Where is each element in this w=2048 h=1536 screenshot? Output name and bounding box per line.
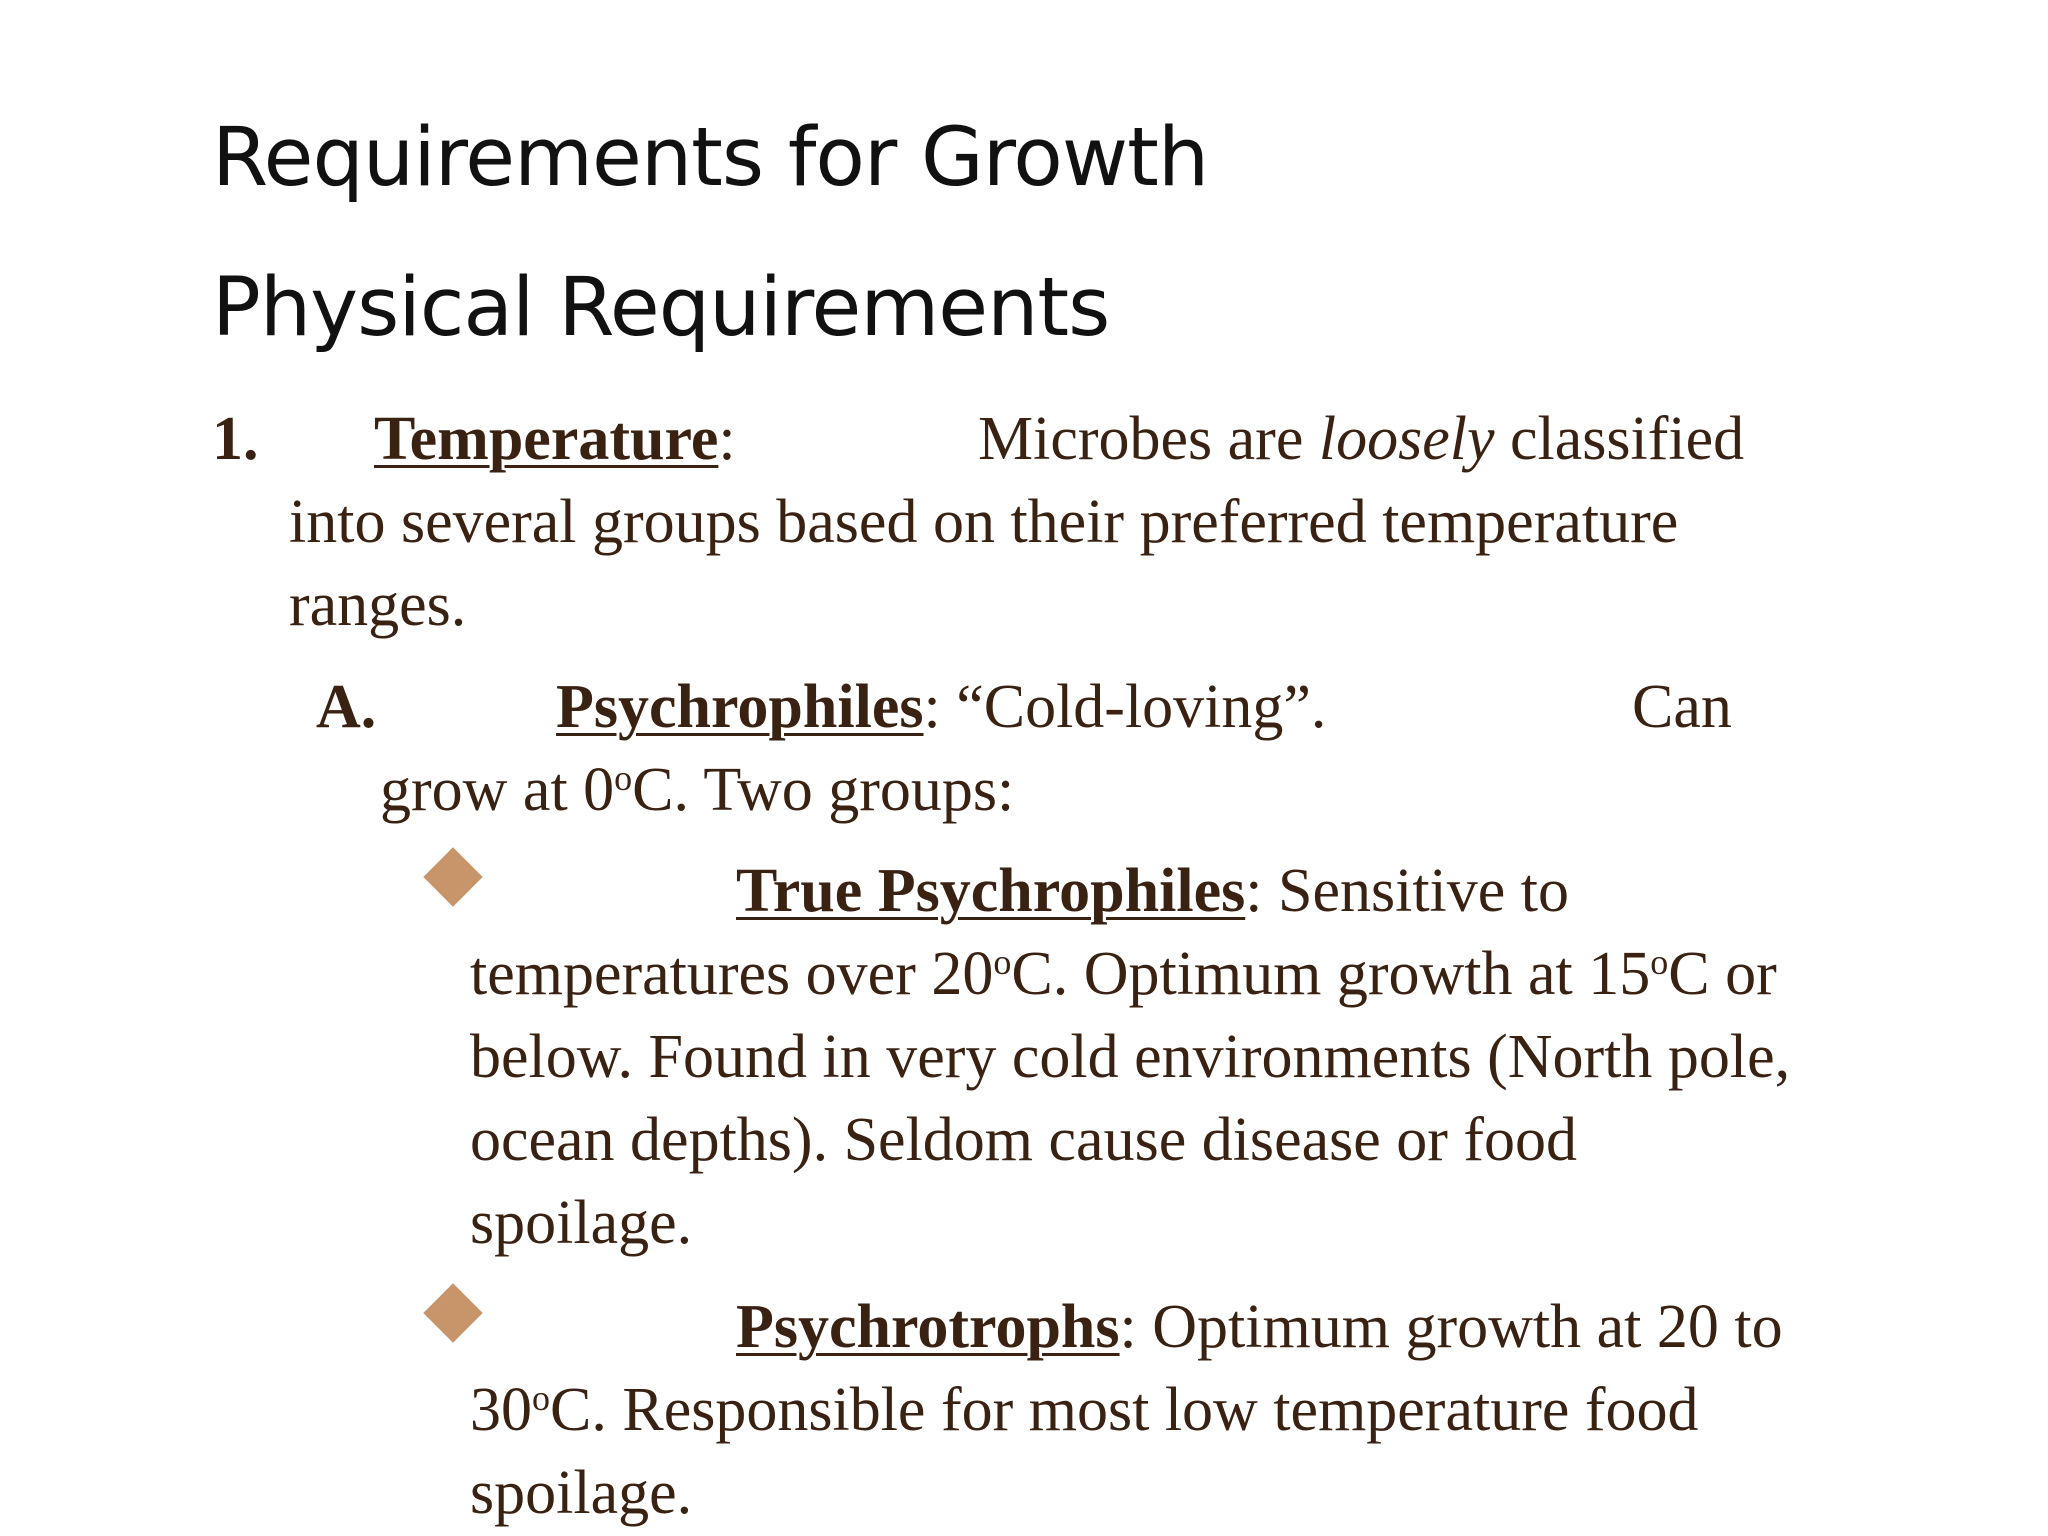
item-a-line-2b: C. Two groups: (632, 756, 1015, 824)
bullet-1-first: Sensitive to (1277, 857, 1570, 925)
diamond-bullet-icon (423, 1283, 482, 1342)
bullet-1-line-3: below. Found in very cold environments (North pole, (470, 1023, 1791, 1091)
item-1-number: 1. (212, 405, 259, 473)
item-a-heading: Psychrophiles (556, 673, 924, 741)
item-a-heading-wrap (556, 666, 1326, 749)
bullet-1-line-4: ocean depths). Seldom cause disease or food (470, 1106, 1578, 1174)
bullet-2-line-2 (470, 1369, 1699, 1460)
bullet-1-l2b: C. Optimum growth at 15 (1011, 940, 1651, 1008)
item-a-letter-wrap (316, 666, 376, 749)
item-a-letter: A. (316, 673, 377, 741)
bullet-1-l2a: temperatures over 20 (470, 940, 994, 1008)
bullet-1-line-1 (736, 850, 1569, 933)
bullet-2-line-3: spoilage. (470, 1459, 693, 1527)
bullet-2-colon: : (1119, 1293, 1137, 1361)
item-1-heading-wrap (374, 398, 736, 481)
item-1-text-pre: Microbes are (978, 405, 1304, 473)
bullet-2-l2a: 30 (470, 1376, 532, 1444)
item-1-text-post: classified (1509, 405, 1745, 473)
bullet-1-colon: : (1245, 857, 1263, 925)
bullet-1-heading: True Psychrophiles (736, 857, 1246, 925)
item-a-line-2a: grow at 0 (380, 756, 615, 824)
bullet-1-line-2 (470, 933, 1777, 1024)
slide-title: Requirements for Growth (212, 111, 1209, 205)
bullet-2-l2b: C. Responsible for most low temperature food (550, 1376, 1699, 1444)
item-1-line-1 (212, 398, 259, 481)
bullet-2-line-1 (736, 1286, 1783, 1369)
item-a-line-2 (380, 749, 1014, 840)
bullet-1-l2c: C or (1668, 940, 1777, 1008)
bullet-1-line-5: spoilage. (470, 1189, 693, 1257)
degree-symbol: o (993, 942, 1012, 982)
bullet-2-heading: Psychrotrophs (736, 1293, 1120, 1361)
item-1-line-3: ranges. (289, 571, 467, 639)
item-1-line-2: into several groups based on their preferred temperature (289, 488, 1679, 556)
item-1-heading: Temperature (374, 405, 719, 473)
degree-symbol: o (614, 758, 633, 798)
item-a-colon: : (923, 673, 941, 741)
item-1-colon: : (718, 405, 736, 473)
degree-symbol: o (532, 1378, 550, 1418)
bullet-2-first: Optimum growth at 20 to (1152, 1293, 1783, 1361)
item-1-intro (978, 398, 1744, 481)
degree-symbol: o (1650, 942, 1669, 982)
item-a-desc: “Cold-loving”. (956, 673, 1327, 741)
slide-subtitle: Physical Requirements (212, 261, 1110, 355)
item-a-can: Can (1632, 673, 1732, 741)
item-1-text-italic: loosely (1318, 405, 1495, 473)
diamond-bullet-icon (423, 847, 482, 906)
